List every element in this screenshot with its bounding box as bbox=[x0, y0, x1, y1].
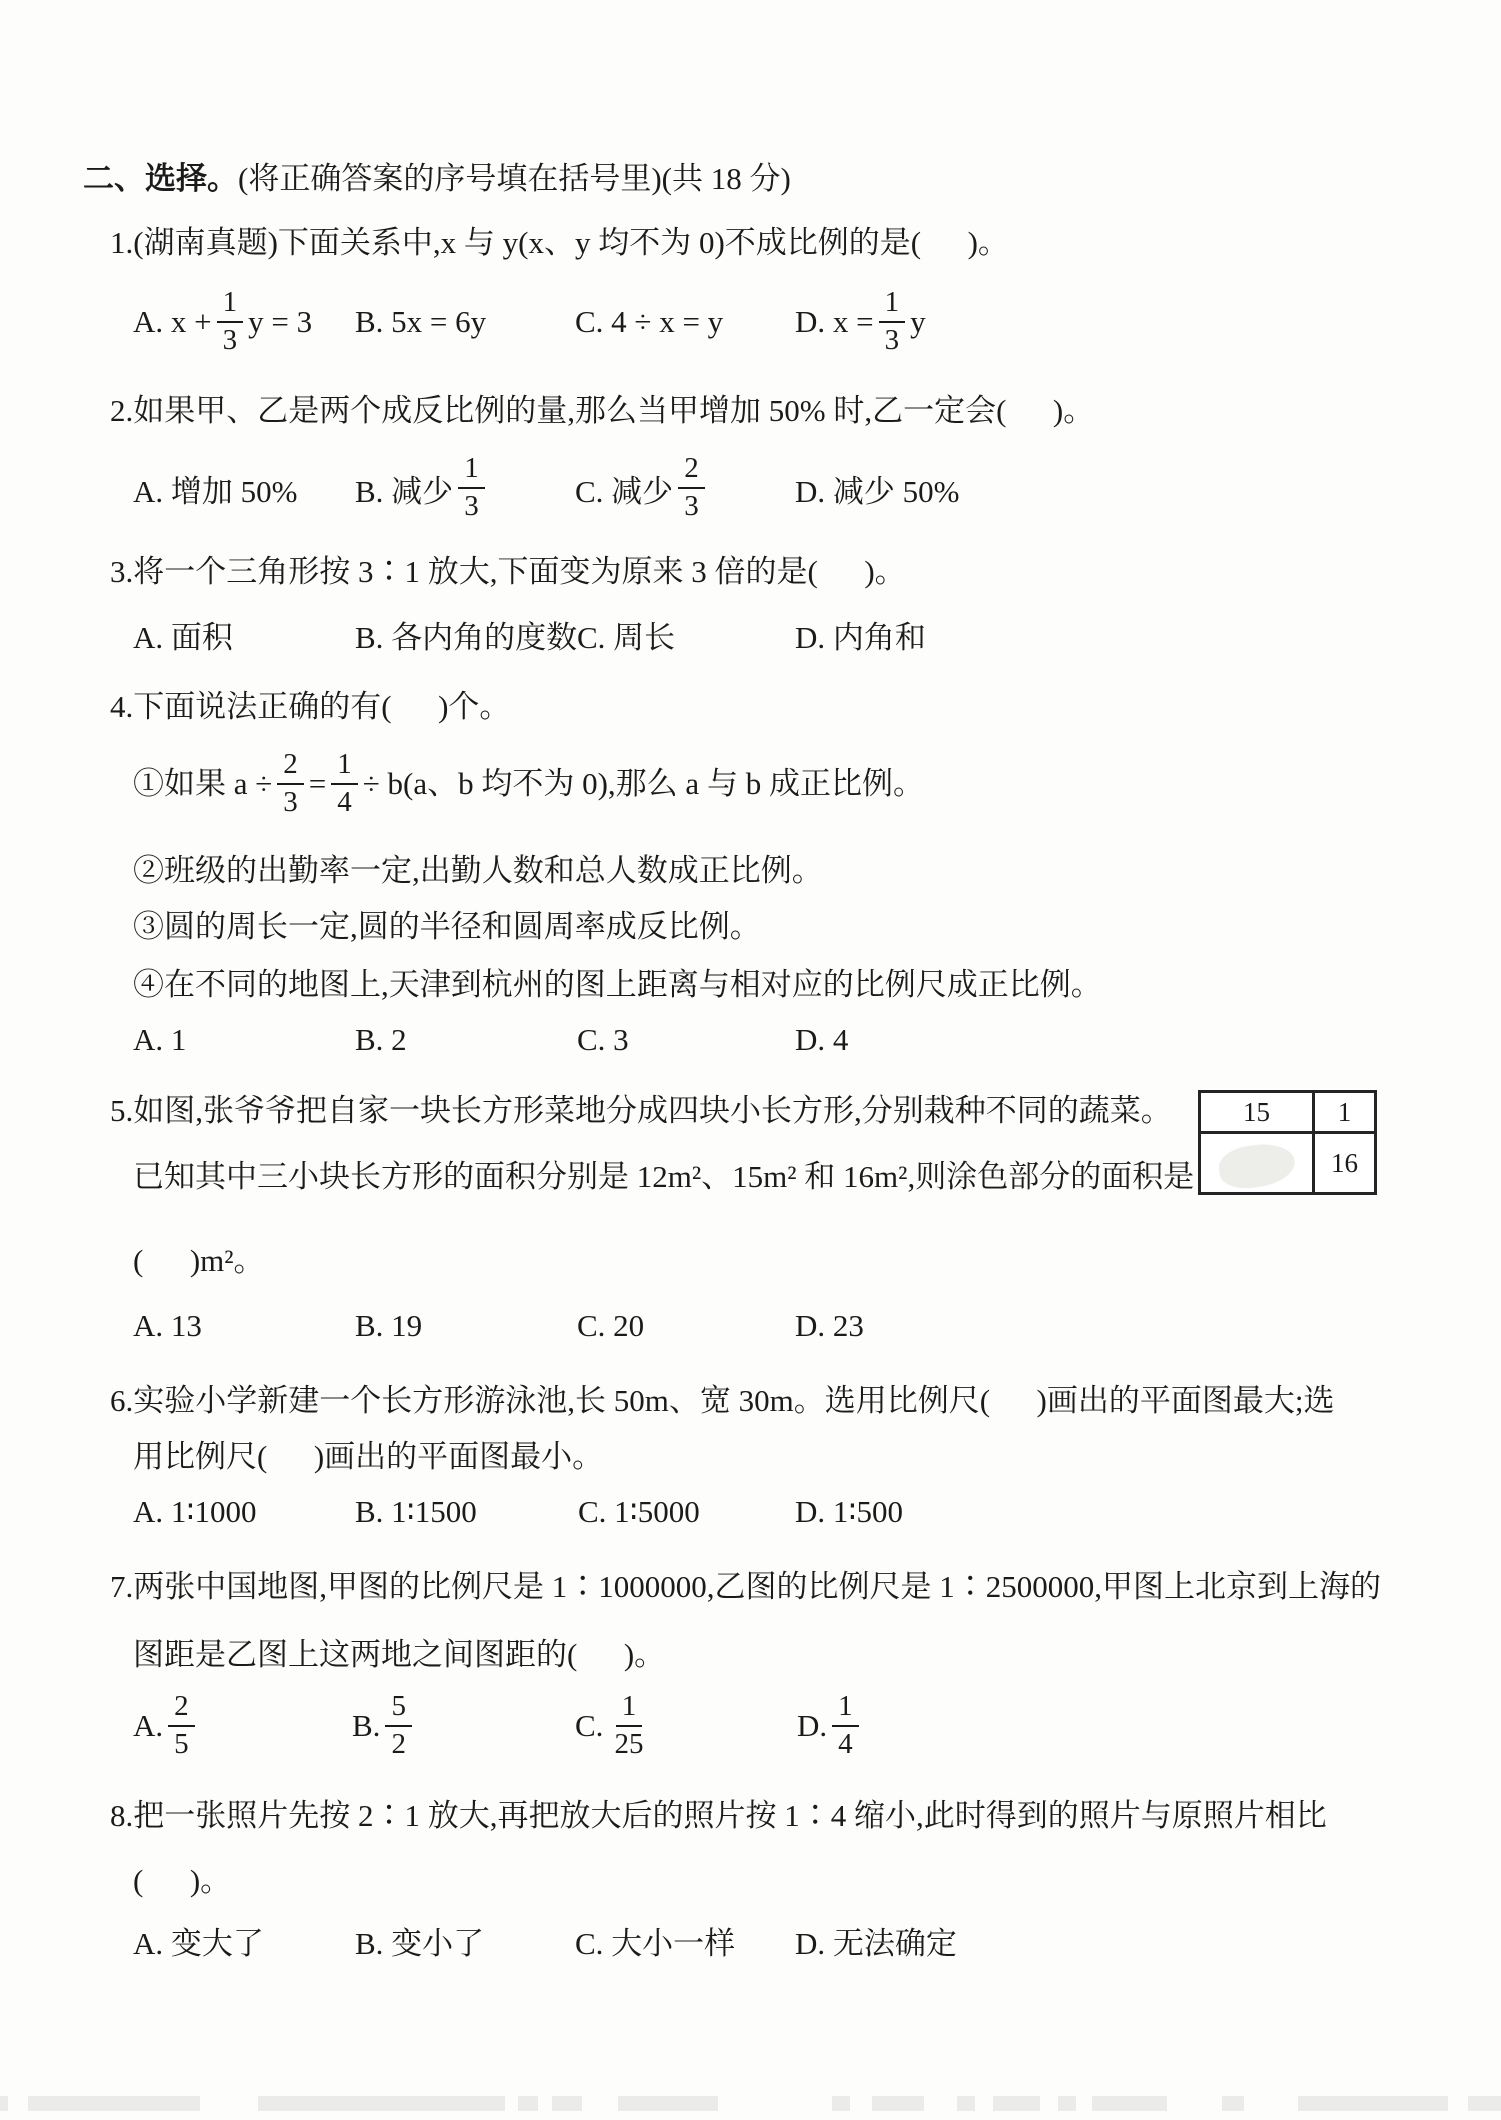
q1-option-d-post: y bbox=[910, 304, 926, 339]
fraction bbox=[331, 750, 358, 817]
q2-option-c-pre: C. 减少 bbox=[575, 473, 674, 509]
fraction-numerator: 1 bbox=[832, 1692, 859, 1727]
q4-statement-3: ③圆的周长一定,圆的半径和圆周率成反比例。 bbox=[133, 909, 761, 944]
figure-cell-top-right: 1 bbox=[1315, 1093, 1374, 1134]
fraction bbox=[217, 288, 244, 355]
q6-option-d: D. 1∶500 bbox=[795, 1494, 903, 1529]
q2-option-c bbox=[575, 450, 710, 526]
question-7-text-line2: 图距是乙图上这两地之间图距的( )。 bbox=[133, 1637, 666, 1672]
question-2-text: 2.如果甲、乙是两个成反比例的量,那么当甲增加 50% 时,乙一定会( )。 bbox=[110, 393, 1095, 428]
q4-option-d: D. 4 bbox=[795, 1022, 849, 1057]
q8-option-b: B. 变小了 bbox=[355, 1925, 485, 1961]
fraction-denominator: 3 bbox=[884, 324, 900, 356]
q6-option-b: B. 1∶1500 bbox=[355, 1494, 477, 1529]
question-4-text: 4.下面说法正确的有( )个。 bbox=[110, 689, 511, 724]
q2-option-b-pre: B. 减少 bbox=[355, 473, 454, 509]
fraction bbox=[168, 1692, 195, 1759]
q7-option-c-label: C. bbox=[575, 1708, 604, 1743]
q2-option-a: A. 增加 50% bbox=[133, 473, 298, 509]
q1-option-b: B. 5x = 6y bbox=[355, 304, 487, 339]
q7-option-d-label: D. bbox=[797, 1708, 828, 1743]
question-8-text-line1: 8.把一张照片先按 2∶1 放大,再把放大后的照片按 1∶4 缩小,此时得到的照片与原照片相比 bbox=[110, 1798, 1327, 1833]
q4-statement-2: ②班级的出勤率一定,出勤人数和总人数成正比例。 bbox=[133, 853, 823, 888]
question-6-text-line1: 6.实验小学新建一个长方形游泳池,长 50m、宽 30m。选用比例尺( )画出的平面图最大;选 bbox=[110, 1383, 1335, 1418]
q8-option-c: C. 大小一样 bbox=[575, 1925, 736, 1961]
fraction-numerator: 1 bbox=[331, 750, 358, 785]
fraction bbox=[879, 288, 906, 355]
figure-cell-area-16: 16 bbox=[1331, 1147, 1358, 1178]
q4-statement-1-equals: = bbox=[308, 765, 327, 801]
fraction-numerator: 1 bbox=[879, 288, 906, 323]
q4-option-c: C. 3 bbox=[577, 1022, 629, 1057]
section-note: (将正确答案的序号填在括号里)(共 18 分) bbox=[238, 161, 791, 196]
q6-option-a: A. 1∶1000 bbox=[133, 1494, 257, 1529]
q3-option-b: B. 各内角的度数 bbox=[355, 619, 578, 655]
q1-option-a bbox=[133, 284, 312, 360]
fraction bbox=[678, 454, 705, 521]
q5-option-d: D. 23 bbox=[795, 1308, 864, 1343]
fraction-numerator: 2 bbox=[168, 1692, 195, 1727]
fraction-denominator: 4 bbox=[838, 1728, 853, 1760]
question-1-text: 1.(湖南真题)下面关系中,x 与 y(x、y 均不为 0)不成比例的是( )。 bbox=[110, 225, 1009, 260]
q5-option-c: C. 20 bbox=[577, 1308, 645, 1343]
q1-option-d-pre: D. x = bbox=[795, 304, 874, 339]
fraction-numerator: 1 bbox=[458, 454, 485, 489]
section-number-title: 二、选择。 bbox=[83, 161, 238, 196]
q4-statement-4: ④在不同的地图上,天津到杭州的图上距离与相对应的比例尺成正比例。 bbox=[133, 967, 1102, 1002]
question-6-options bbox=[0, 1490, 1501, 1534]
question-5-text-line2: 已知其中三小块长方形的面积分别是 12m²、15m² 和 16m²,则涂色部分的面积是 bbox=[133, 1159, 1195, 1194]
question-3-options bbox=[0, 612, 1501, 656]
q1-option-a-post: y = 3 bbox=[248, 304, 313, 339]
question-5-text-line3: ( )m²。 bbox=[133, 1243, 265, 1278]
fraction-numerator: 2 bbox=[277, 750, 304, 785]
q3-option-c: C. 周长 bbox=[577, 619, 676, 655]
q7-option-a bbox=[133, 1684, 200, 1768]
figure-cell-shaded bbox=[1201, 1134, 1315, 1192]
q1-option-a-pre: A. x + bbox=[133, 304, 212, 339]
q3-option-d: D. 内角和 bbox=[795, 619, 926, 655]
question-8-text-line2: ( )。 bbox=[133, 1863, 232, 1898]
q4-option-b: B. 2 bbox=[355, 1022, 407, 1057]
q5-option-b: B. 19 bbox=[355, 1308, 423, 1343]
q8-option-a: A. 变大了 bbox=[133, 1925, 264, 1961]
q4-statement-1-post: ÷ b(a、b 均不为 0),那么 a 与 b 成正比例。 bbox=[362, 765, 924, 801]
q5-option-a: A. 13 bbox=[133, 1308, 202, 1343]
q3-option-a: A. 面积 bbox=[133, 619, 233, 655]
q7-option-a-label: A. bbox=[133, 1708, 164, 1743]
fraction-numerator: 5 bbox=[385, 1692, 412, 1727]
fraction bbox=[385, 1692, 412, 1759]
fraction-numerator: 1 bbox=[217, 288, 244, 323]
q6-option-c: C. 1∶5000 bbox=[578, 1494, 700, 1529]
q2-option-b bbox=[355, 450, 490, 526]
question-3-text: 3.将一个三角形按 3∶1 放大,下面变为原来 3 倍的是( )。 bbox=[110, 554, 906, 589]
q7-option-d bbox=[797, 1684, 864, 1768]
fraction-denominator: 3 bbox=[684, 490, 699, 522]
question-4-options bbox=[0, 1018, 1501, 1062]
q7-option-c bbox=[575, 1684, 654, 1768]
page-bottom-faint-text bbox=[0, 2096, 1501, 2112]
figure-cell-area-15: 15 bbox=[1201, 1093, 1315, 1134]
question-7-text-line1: 7.两张中国地图,甲图的比例尺是 1∶1000000,乙图的比例尺是 1∶2500000,甲图上北京到上海的 bbox=[110, 1569, 1381, 1604]
question-8-options bbox=[0, 1918, 1501, 1962]
fraction-denominator: 3 bbox=[222, 324, 238, 356]
q1-option-d bbox=[795, 284, 926, 360]
q7-option-b-label: B. bbox=[352, 1708, 381, 1743]
q5-vegetable-plot-figure bbox=[1198, 1090, 1377, 1195]
q8-option-d: D. 无法确定 bbox=[795, 1925, 957, 1961]
fraction-denominator: 2 bbox=[391, 1728, 406, 1760]
fraction bbox=[832, 1692, 859, 1759]
fraction-denominator: 25 bbox=[614, 1728, 644, 1760]
question-2-options bbox=[0, 450, 1501, 526]
section-header bbox=[83, 160, 791, 199]
q4-option-a: A. 1 bbox=[133, 1022, 187, 1057]
fraction-numerator: 1 bbox=[616, 1692, 643, 1727]
q1-option-c: C. 4 ÷ x = y bbox=[575, 304, 724, 339]
shaded-region bbox=[1216, 1141, 1297, 1192]
fraction-denominator: 3 bbox=[283, 786, 298, 818]
q2-option-d: D. 减少 50% bbox=[795, 473, 960, 509]
fraction-numerator: 2 bbox=[678, 454, 705, 489]
fraction-denominator: 5 bbox=[174, 1728, 189, 1760]
question-6-text-line2: 用比例尺( )画出的平面图最小。 bbox=[133, 1439, 604, 1474]
q4-statement-1 bbox=[133, 746, 924, 822]
question-5-text-line1: 5.如图,张爷爷把自家一块长方形菜地分成四块小长方形,分别栽种不同的蔬菜。 bbox=[110, 1093, 1172, 1128]
q4-statement-1-pre: ①如果 a ÷ bbox=[133, 765, 273, 801]
fraction bbox=[608, 1692, 649, 1759]
fraction-denominator: 3 bbox=[464, 490, 479, 522]
question-1-options bbox=[0, 284, 1501, 360]
fraction bbox=[277, 750, 304, 817]
question-5-options bbox=[0, 1304, 1501, 1348]
question-7-options bbox=[0, 1684, 1501, 1768]
fraction bbox=[458, 454, 485, 521]
fraction-denominator: 4 bbox=[337, 786, 352, 818]
q7-option-b bbox=[352, 1684, 417, 1768]
